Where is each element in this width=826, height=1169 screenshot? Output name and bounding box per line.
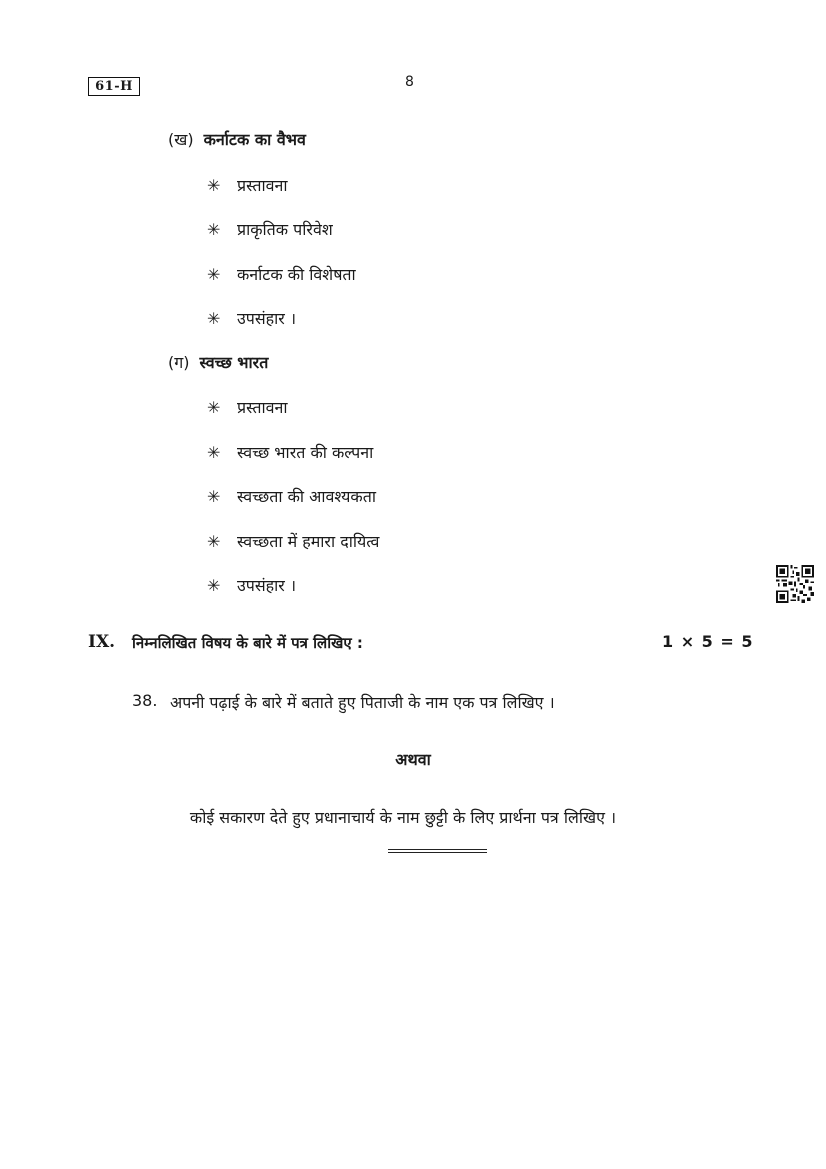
section-marker: (ख)	[168, 130, 194, 149]
list-item-text: स्वच्छता में हमारा दायित्व	[237, 532, 380, 551]
asterisk-bullet-icon: ✳	[207, 220, 221, 239]
list-item-text: स्वच्छता की आवश्यकता	[237, 487, 376, 506]
list-item	[207, 263, 356, 285]
item-number: 38.	[132, 691, 158, 710]
asterisk-bullet-icon: ✳	[207, 176, 221, 195]
section-kha-heading	[168, 128, 306, 150]
list-item	[207, 485, 376, 507]
asterisk-bullet-icon: ✳	[207, 487, 221, 506]
or-label: अथवा	[395, 750, 431, 769]
qr-code-icon	[776, 565, 814, 603]
asterisk-bullet-icon: ✳	[207, 443, 221, 462]
marks-allocation: 1 × 5 = 5	[662, 632, 754, 651]
section-title: स्वच्छ भारत	[199, 353, 269, 372]
section-title: कर्नाटक का वैभव	[203, 130, 306, 149]
section-ga-heading	[168, 351, 268, 373]
paper-code: 61-H	[88, 77, 140, 96]
item-text: अपनी पढ़ाई के बारे में बताते हुए पिताजी के नाम एक पत्र लिखिए ।	[170, 693, 555, 712]
list-item-text: प्राकृतिक परिवेश	[237, 220, 333, 239]
page-number: 8	[405, 74, 414, 90]
list-item-text: उपसंहार ।	[237, 309, 297, 328]
asterisk-bullet-icon: ✳	[207, 265, 221, 284]
list-item	[207, 441, 373, 463]
asterisk-bullet-icon: ✳	[207, 309, 221, 328]
list-item-text: उपसंहार ।	[237, 576, 297, 595]
list-item	[207, 396, 288, 418]
question-number: IX.	[88, 632, 116, 652]
list-item	[207, 174, 288, 196]
list-item-text: प्रस्तावना	[237, 398, 288, 417]
asterisk-bullet-icon: ✳	[207, 576, 221, 595]
end-divider	[388, 849, 487, 853]
list-item	[207, 218, 333, 240]
asterisk-bullet-icon: ✳	[207, 532, 221, 551]
list-item-text: कर्नाटक की विशेषता	[237, 265, 356, 284]
list-item-text: प्रस्तावना	[237, 176, 288, 195]
asterisk-bullet-icon: ✳	[207, 398, 221, 417]
list-item	[207, 307, 296, 329]
question-text: निम्नलिखित विषय के बारे में पत्र लिखिए :	[132, 634, 363, 652]
alternative-question-text: कोई सकारण देते हुए प्रधानाचार्य के नाम छुट्टी के लिए प्रार्थना पत्र लिखिए ।	[189, 808, 617, 827]
section-marker: (ग)	[168, 353, 190, 372]
list-item	[207, 574, 296, 596]
list-item-text: स्वच्छ भारत की कल्पना	[237, 443, 374, 462]
list-item	[207, 530, 379, 552]
